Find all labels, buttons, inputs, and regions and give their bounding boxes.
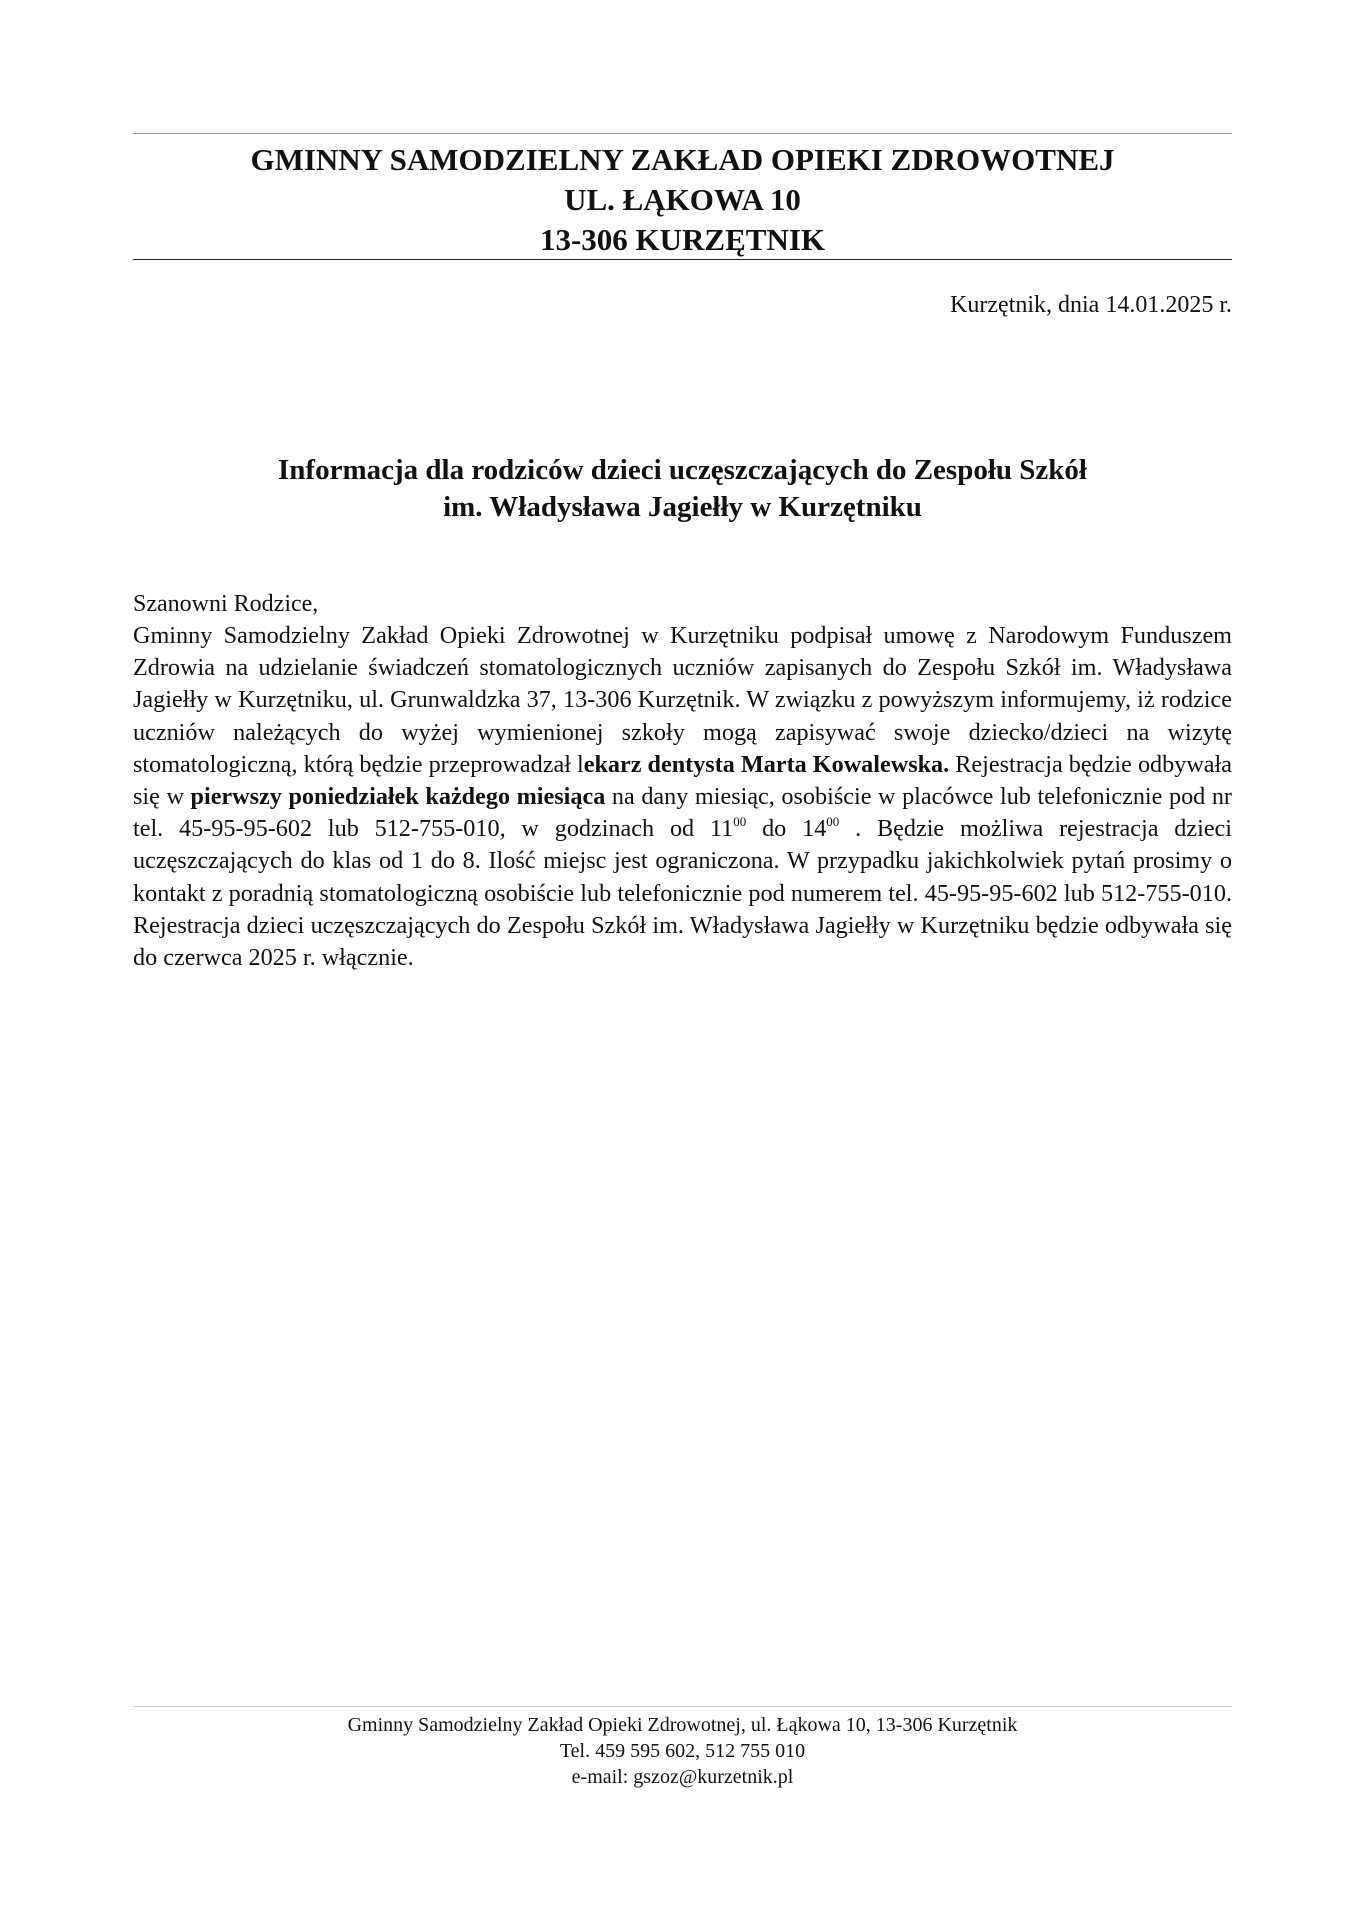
letterhead-street: UL. ŁĄKOWA 10 bbox=[564, 182, 801, 217]
letterhead-city: 13-306 KURZĘTNIK bbox=[539, 222, 826, 257]
letterhead bbox=[133, 140, 1232, 260]
document-title bbox=[133, 452, 1232, 526]
footer-email: e-mail: gszoz@kurzetnik.pl bbox=[571, 1766, 794, 1788]
body-text-1: Gminny Samodzielny Zakład Opieki Zdrowotnej w Kurzętniku podpisał umowę z Narodowym Funduszem Zdrowia na udzielanie świadczeń stomatologicznych uczniów zapisanych do Zespołu Szkół im. Władysława Jagiełły w Kurzętniku, ul. Grunwaldzka 37, 13-306 Kurzętnik. W związku z powyższym informujemy, iż rodzice uczniów należących do wyżej wymienionej szkoły mogą zapisywać swoje dziecko/dzieci na wizytę stomatologiczną, którą będzie przeprowadzał l bbox=[133, 622, 1232, 778]
header-top-rule bbox=[133, 133, 1232, 134]
salutation: Szanowni Rodzice, bbox=[133, 591, 319, 617]
footer-rule bbox=[133, 1706, 1232, 1707]
header-bottom-rule bbox=[133, 259, 1232, 260]
title-line-1: Informacja dla rodziców dzieci uczęszczających do Zespołu Szkół bbox=[278, 454, 1087, 486]
footer bbox=[133, 1712, 1232, 1790]
body-text-2: Rejestracja będzie odbywała się w bbox=[133, 750, 1232, 811]
footer-phone: Tel. 459 595 602, 512 755 010 bbox=[559, 1740, 806, 1762]
body-text-5: . Będzie możliwa rejestracja dzieci uczęszczających do klas od 1 do 8. Ilość miejsc jest ograniczona. W przypadku jakichkolwiek pytań prosimy o kontakt z poradnią stomatologiczną osobiście lub telefonicznie pod numerem tel. 45-95-95-602 lub 512-755-010. Rejestracja dzieci uczęszczających do Zespołu Szkół im. Władysława Jagiełły w Kurzętniku będzie odbywała się do czerwca 2025 r. włącznie. bbox=[133, 815, 1233, 972]
registration-day: pierwszy poniedziałek każdego miesiąca bbox=[190, 783, 606, 811]
letterhead-institution: GMINNY SAMODZIELNY ZAKŁAD OPIEKI ZDROWOTNEJ bbox=[250, 142, 1115, 177]
title-line-2: im. Władysława Jagiełły w Kurzętniku bbox=[443, 491, 922, 523]
doctor-name: ekarz dentysta Marta Kowalewska. bbox=[583, 750, 950, 778]
body-text-4: do 14 bbox=[746, 815, 827, 843]
document-date: Kurzętnik, dnia 14.01.2025 r. bbox=[950, 292, 1232, 318]
hour-end-minutes: 00 bbox=[826, 814, 840, 830]
body-text-3: na dany miesiąc, osobiście w placówce lub telefonicznie pod nr tel. 45-95-95-602 lub 512-755-010, w godzinach od 11 bbox=[133, 783, 1232, 843]
hour-start-minutes: 00 bbox=[733, 814, 747, 830]
body-paragraph bbox=[133, 620, 1232, 974]
footer-address: Gminny Samodzielny Zakład Opieki Zdrowotnej, ul. Łąkowa 10, 13-306 Kurzętnik bbox=[347, 1714, 1018, 1736]
